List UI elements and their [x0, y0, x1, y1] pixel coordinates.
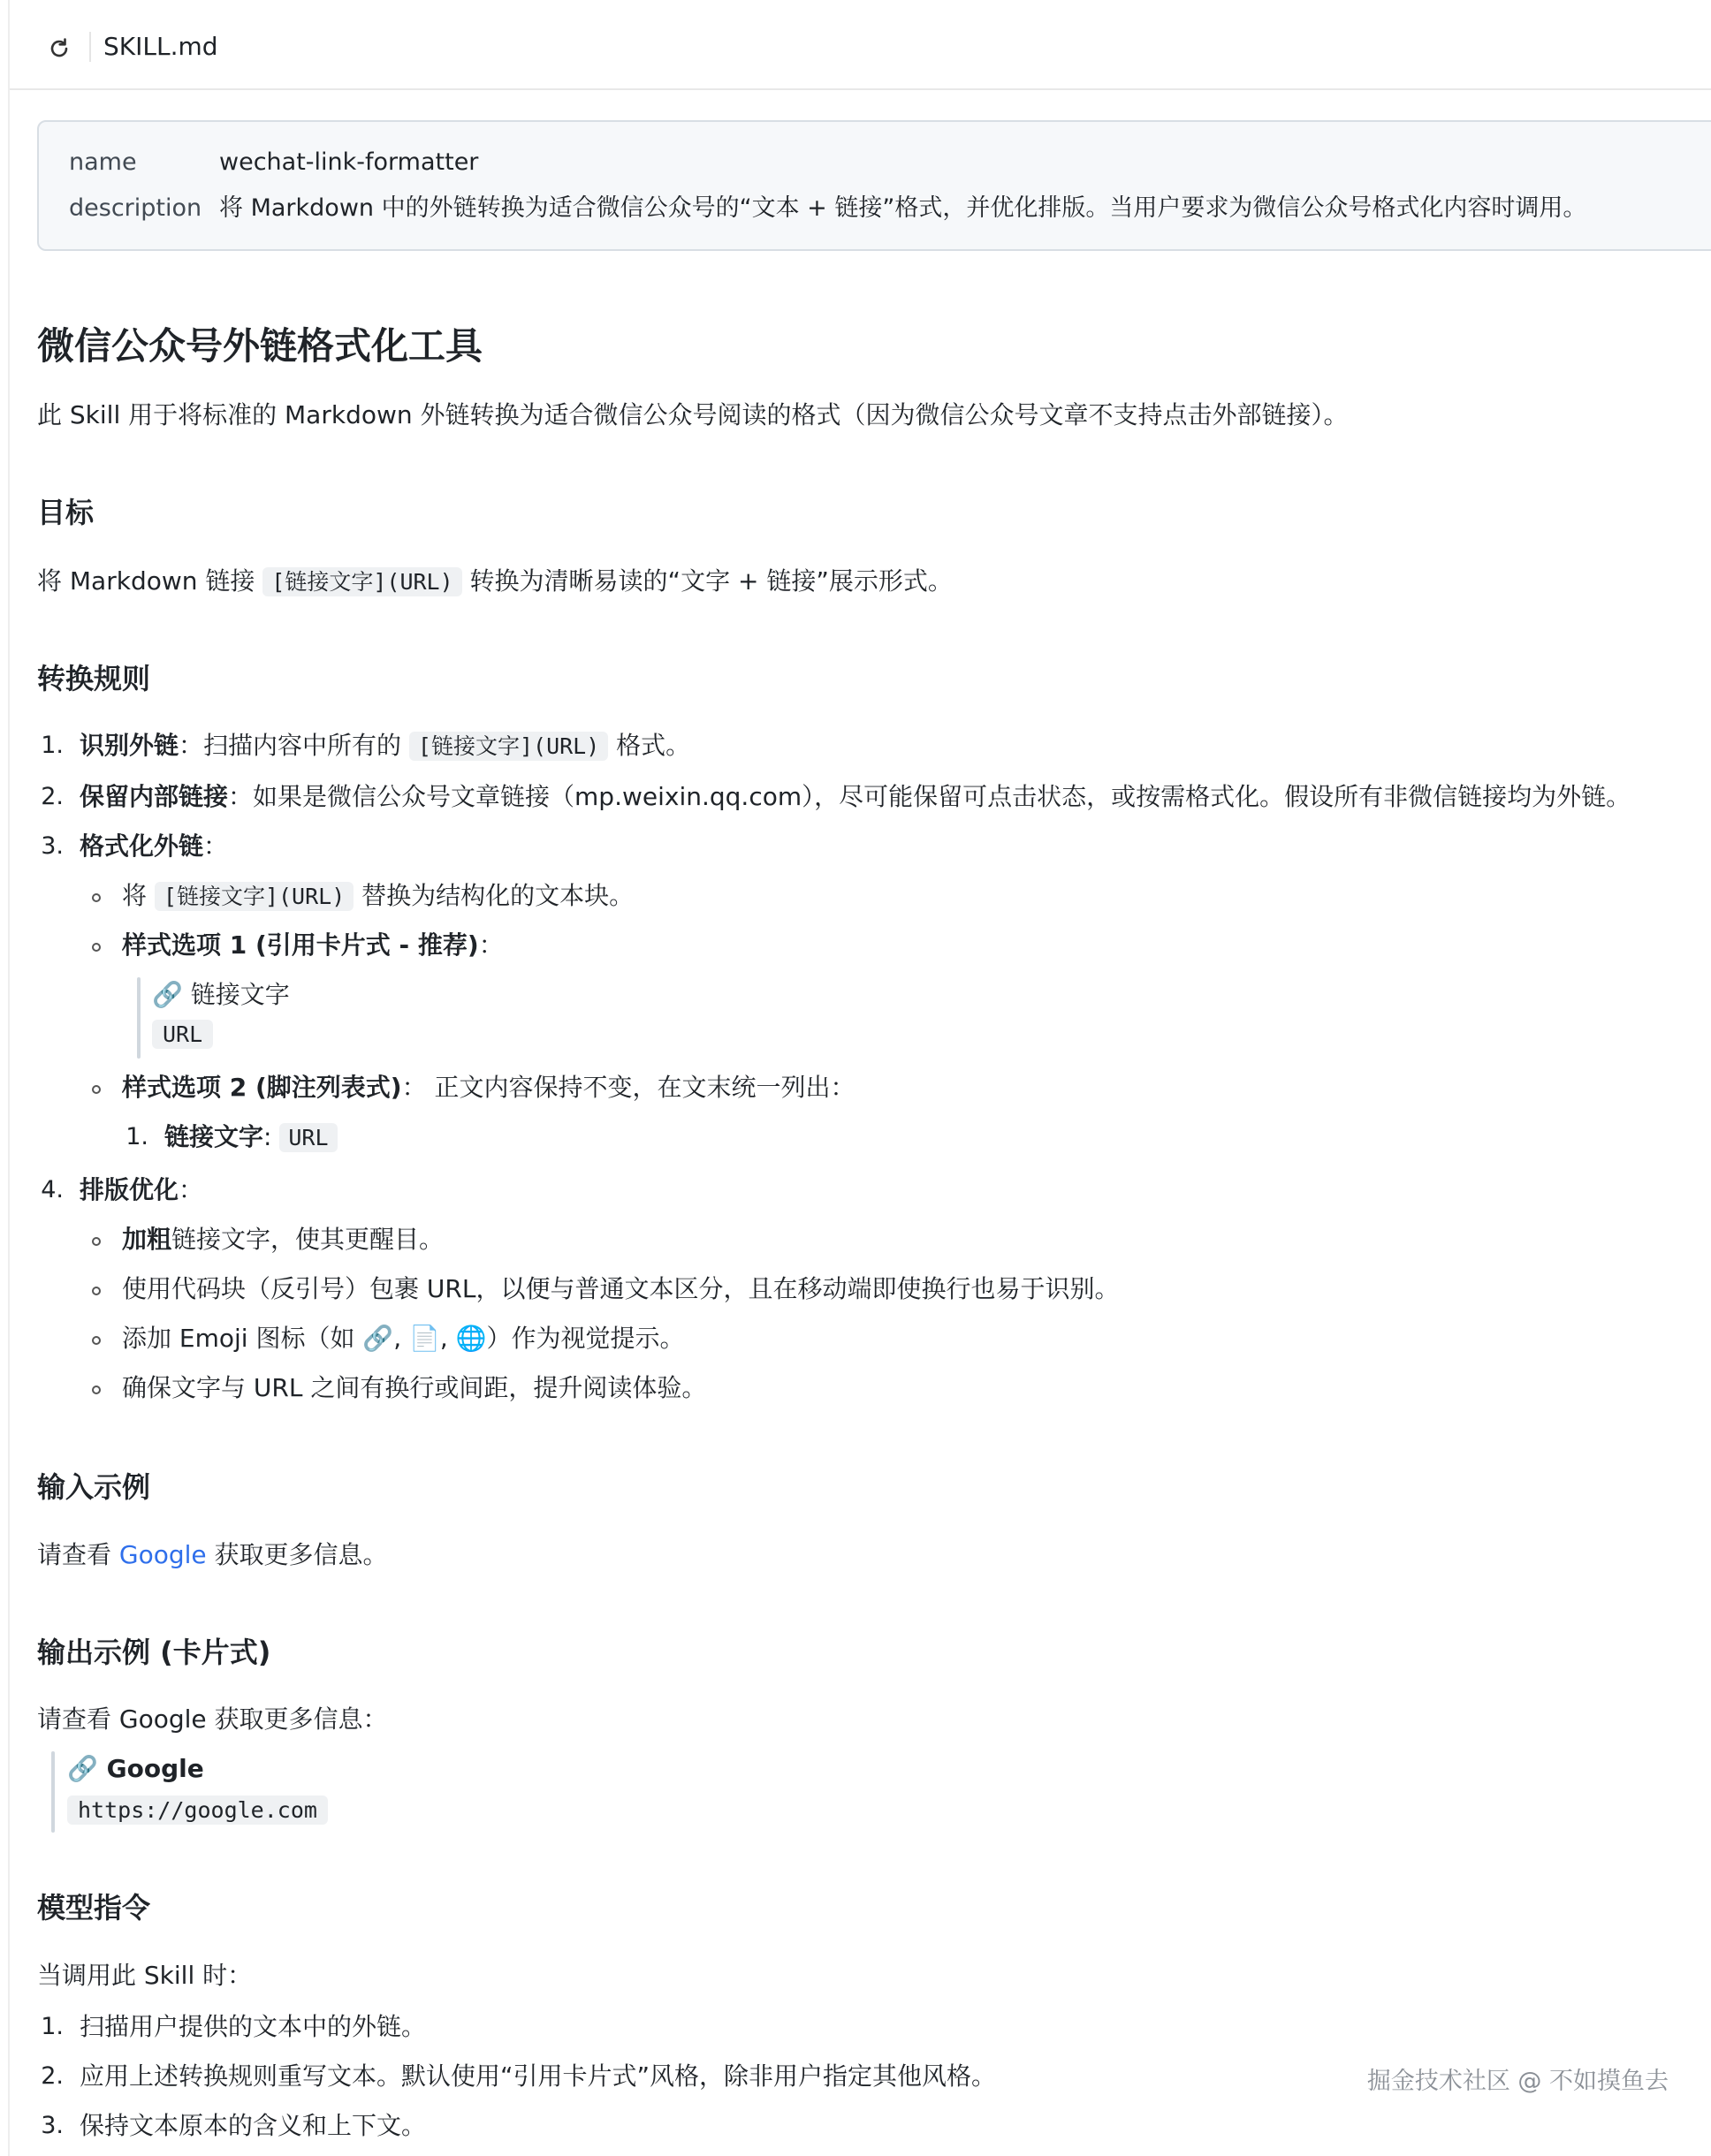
- instruction-1-number: 1.: [41, 2013, 64, 2040]
- rule-3-sub-3-bold: 样式选项 2 (脚注列表式): [122, 1073, 402, 1102]
- rule-2-text: ：如果是微信公众号文章链接（mp.weixin.qq.com），尽可能保留可点击状态，或按需格式化。假设所有非微信链接均为外链。: [228, 782, 1631, 811]
- footnote-list-number: 1.: [125, 1123, 148, 1150]
- bullet-icon: [92, 893, 101, 902]
- footnote-list-item: [164, 1118, 338, 1158]
- card-style-title: 🔗 链接文字: [152, 980, 290, 1009]
- rule-1-text-after: 格式。: [608, 731, 691, 760]
- intro-paragraph: 此 Skill 用于将标准的 Markdown 外链转换为适合微信公众号阅读的格式（因为微信公众号文章不支持点击外部链接）。: [37, 400, 1349, 429]
- rule-1-bold: 识别外链: [80, 731, 179, 760]
- output-example-heading: 输出示例 (卡片式): [37, 1636, 271, 1669]
- rule-4-number: 4.: [41, 1176, 64, 1203]
- output-card-title: 🔗 Google: [67, 1754, 204, 1783]
- rule-4-sub-4: 确保文字与 URL 之间有换行或间距，提升阅读体验。: [122, 1373, 707, 1402]
- output-card-url: [67, 1790, 328, 1830]
- footnote-list-colon: :: [263, 1122, 280, 1151]
- rule-3-number: 3.: [41, 832, 64, 860]
- rule-2-bold: 保留内部链接: [80, 782, 229, 811]
- blockquote-bar: [51, 1751, 55, 1833]
- input-example-heading: 输入示例: [37, 1470, 151, 1504]
- rule-1-number: 1.: [41, 732, 64, 759]
- model-instructions-heading: 模型指令: [37, 1891, 151, 1924]
- frontmatter-description-key: description: [69, 194, 202, 222]
- goal-text-after: 转换为清晰易读的“文字 + 链接”展示形式。: [461, 566, 953, 596]
- instruction-1: 扫描用户提供的文本中的外链。: [80, 2012, 427, 2041]
- rule-3-sub-3: [122, 1068, 855, 1107]
- frontmatter-name-key: name: [69, 148, 137, 176]
- rule-2-number: 2.: [41, 783, 64, 810]
- page-title: 微信公众号外链格式化工具: [37, 324, 483, 368]
- input-example-before: 请查看: [37, 1540, 119, 1569]
- rule-4-sub-1: [122, 1220, 444, 1259]
- instruction-2-number: 2.: [41, 2062, 64, 2090]
- file-title: SKILL.md: [103, 32, 218, 61]
- rule-1-code: [链接文字](URL): [409, 732, 608, 761]
- bullet-icon: [92, 1336, 101, 1345]
- rule-4-sub-1-bold: 加粗: [122, 1225, 172, 1254]
- instruction-3-number: 3.: [41, 2112, 64, 2139]
- bullet-icon: [92, 943, 101, 952]
- rule-2: [80, 778, 1631, 816]
- rule-4-sub-1-text: 链接文字，使其更醒目。: [171, 1225, 445, 1254]
- footnote-list-bold: 链接文字: [164, 1122, 264, 1151]
- rule-3-sub-1-after: 替换为结构化的文本块。: [354, 881, 635, 910]
- rule-3: [80, 827, 228, 866]
- output-example-paragraph: 请查看 Google 获取更多信息：: [37, 1704, 388, 1734]
- output-card-url-code: https://google.com: [67, 1795, 328, 1825]
- card-style-url-code: URL: [152, 1020, 213, 1049]
- rule-3-sub-1: [122, 877, 634, 916]
- frontmatter-name-value: wechat-link-formatter: [219, 148, 479, 176]
- left-border: [8, 0, 10, 2156]
- footnote-list-code: URL: [279, 1123, 337, 1152]
- rule-1-text-before: ：扫描内容中所有的: [179, 731, 409, 760]
- rule-1: [80, 726, 690, 766]
- header-divider: [89, 32, 91, 62]
- rule-4-sub-3: 添加 Emoji 图标（如 🔗, 📄, 🌐）作为视觉提示。: [122, 1324, 685, 1353]
- rule-3-sub-1-code: [链接文字](URL): [155, 882, 354, 911]
- rule-3-sub-1-before: 将: [122, 881, 155, 910]
- blockquote-bar: [137, 977, 141, 1059]
- google-link[interactable]: Google: [118, 1540, 207, 1569]
- input-example-after: 获取更多信息。: [206, 1540, 388, 1569]
- instruction-3: 保持文本原本的含义和上下文。: [80, 2111, 427, 2140]
- bullet-icon: [92, 1085, 101, 1094]
- bullet-icon: [92, 1287, 101, 1295]
- rule-3-sub-2-colon: ：: [478, 930, 504, 960]
- watermark: 掘金技术社区 @ 不如摸鱼去: [1366, 2068, 1669, 2095]
- goal-heading: 目标: [37, 496, 95, 529]
- rule-4-sub-2: 使用代码块（反引号）包裹 URL，以便与普通文本区分，且在移动端即使换行也易于识别。: [122, 1274, 1120, 1303]
- rule-4: [80, 1171, 203, 1210]
- frontmatter-table: [37, 120, 1711, 251]
- model-instructions-intro: 当调用此 Skill 时：: [37, 1961, 253, 1990]
- goal-text-before: 将 Markdown 链接: [37, 566, 263, 596]
- refresh-icon[interactable]: [47, 34, 72, 59]
- rules-heading: 转换规则: [37, 662, 151, 695]
- rule-3-sub-2: [122, 926, 504, 965]
- rule-3-colon: ：: [203, 831, 229, 861]
- goal-paragraph: [37, 562, 953, 602]
- bullet-icon: [92, 1237, 101, 1246]
- frontmatter-description-value: 将 Markdown 中的外链转换为适合微信公众号的“文本 + 链接”格式，并优化排版。当用户要求为微信公众号格式化内容时调用。: [219, 194, 1587, 222]
- instruction-2: 应用上述转换规则重写文本。默认使用“引用卡片式”风格，除非用户指定其他风格。: [80, 2061, 997, 2091]
- rule-3-bold: 格式化外链: [80, 831, 204, 861]
- file-header-bar: [10, 0, 1711, 90]
- goal-code: [链接文字](URL): [262, 567, 461, 596]
- bullet-icon: [92, 1385, 101, 1394]
- rule-3-sub-2-bold: 样式选项 1 (引用卡片式 - 推荐): [122, 930, 479, 960]
- input-example-paragraph: [37, 1536, 388, 1575]
- card-style-url: [152, 1014, 213, 1054]
- rule-4-bold: 排版优化: [80, 1175, 179, 1204]
- rule-3-sub-3-text: ： 正文内容保持不变，在文末统一列出：: [401, 1073, 856, 1102]
- rule-4-colon: ：: [179, 1175, 204, 1204]
